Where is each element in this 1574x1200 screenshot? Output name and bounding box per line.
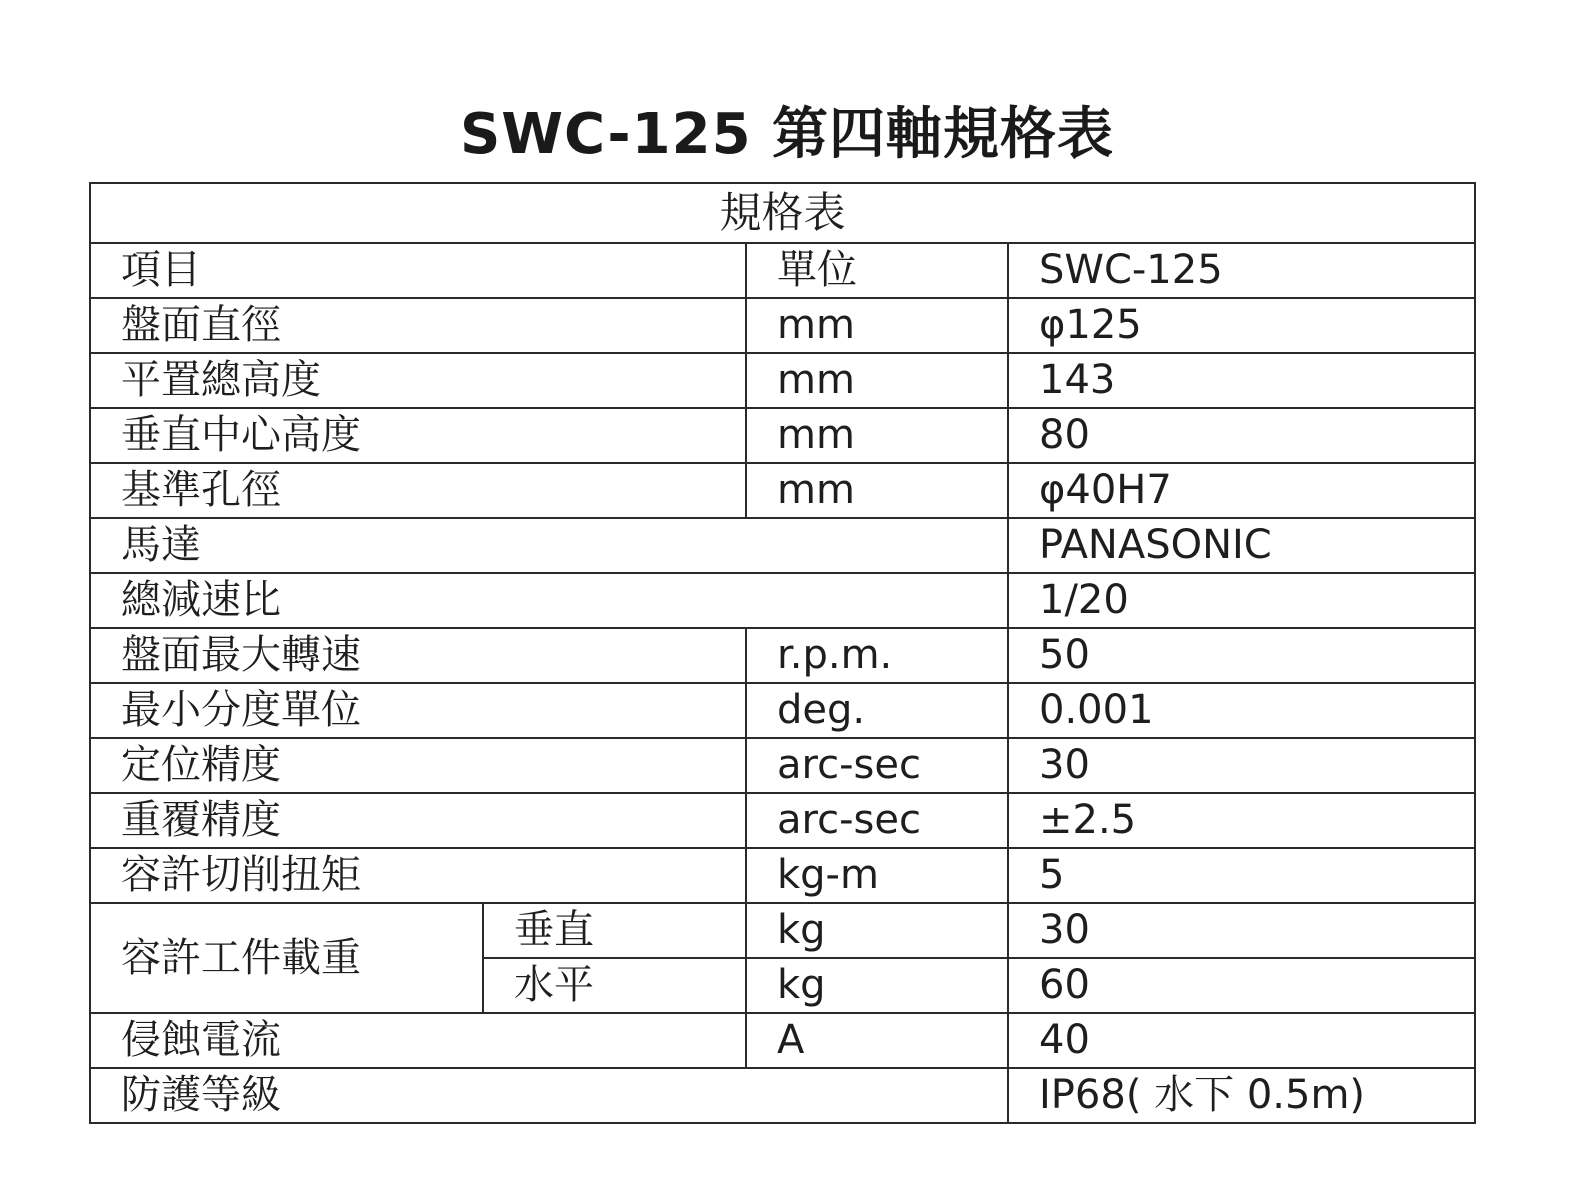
row-value: ±2.5 bbox=[1008, 793, 1475, 848]
table-row bbox=[90, 573, 1475, 628]
table-row bbox=[90, 628, 1475, 683]
row-item: 定位精度 bbox=[90, 738, 746, 793]
row-unit: mm bbox=[746, 408, 1008, 463]
row-unit: arc-sec bbox=[746, 738, 1008, 793]
spec-table bbox=[89, 182, 1476, 1124]
row-sub-vertical: 垂直 bbox=[483, 903, 746, 958]
row-unit: A bbox=[746, 1013, 1008, 1068]
table-row-load-vertical bbox=[90, 903, 1475, 958]
table-row bbox=[90, 1068, 1475, 1123]
row-unit: kg-m bbox=[746, 848, 1008, 903]
row-value: 40 bbox=[1008, 1013, 1475, 1068]
table-row bbox=[90, 518, 1475, 573]
table-row bbox=[90, 1013, 1475, 1068]
row-value: 30 bbox=[1008, 738, 1475, 793]
row-value: 5 bbox=[1008, 848, 1475, 903]
row-item: 垂直中心高度 bbox=[90, 408, 746, 463]
row-item-load: 容許工件載重 bbox=[90, 903, 483, 1013]
table-row bbox=[90, 683, 1475, 738]
row-unit: mm bbox=[746, 463, 1008, 518]
table-row bbox=[90, 793, 1475, 848]
row-item: 平置總高度 bbox=[90, 353, 746, 408]
row-value: 60 bbox=[1008, 958, 1475, 1013]
row-item: 盤面直徑 bbox=[90, 298, 746, 353]
row-item: 馬達 bbox=[90, 518, 1008, 573]
table-row bbox=[90, 408, 1475, 463]
row-item: 容許切削扭矩 bbox=[90, 848, 746, 903]
row-item: 基準孔徑 bbox=[90, 463, 746, 518]
row-value: 30 bbox=[1008, 903, 1475, 958]
table-row bbox=[90, 463, 1475, 518]
row-item: 盤面最大轉速 bbox=[90, 628, 746, 683]
header-unit: 單位 bbox=[746, 243, 1008, 298]
table-header-row bbox=[90, 243, 1475, 298]
row-item: 防護等級 bbox=[90, 1068, 1008, 1123]
row-unit: r.p.m. bbox=[746, 628, 1008, 683]
row-sub-horizontal: 水平 bbox=[483, 958, 746, 1013]
row-value: φ125 bbox=[1008, 298, 1475, 353]
row-value: 1/20 bbox=[1008, 573, 1475, 628]
table-row bbox=[90, 738, 1475, 793]
row-value: 80 bbox=[1008, 408, 1475, 463]
row-value: 143 bbox=[1008, 353, 1475, 408]
row-value: φ40H7 bbox=[1008, 463, 1475, 518]
table-row bbox=[90, 848, 1475, 903]
row-item: 侵蝕電流 bbox=[90, 1013, 746, 1068]
row-item: 重覆精度 bbox=[90, 793, 746, 848]
page-title: SWC-125 第四軸規格表 bbox=[459, 102, 1115, 167]
row-unit: kg bbox=[746, 903, 1008, 958]
header-item: 項目 bbox=[90, 243, 746, 298]
row-value: 0.001 bbox=[1008, 683, 1475, 738]
row-value: IP68( 水下 0.5m) bbox=[1008, 1068, 1475, 1123]
row-unit: arc-sec bbox=[746, 793, 1008, 848]
row-item: 最小分度單位 bbox=[90, 683, 746, 738]
row-value: PANASONIC bbox=[1008, 518, 1475, 573]
table-row bbox=[90, 353, 1475, 408]
header-model: SWC-125 bbox=[1008, 243, 1475, 298]
row-unit: kg bbox=[746, 958, 1008, 1013]
row-unit: mm bbox=[746, 298, 1008, 353]
row-item: 總減速比 bbox=[90, 573, 1008, 628]
table-caption: 規格表 bbox=[90, 183, 1475, 243]
table-row bbox=[90, 298, 1475, 353]
row-unit: deg. bbox=[746, 683, 1008, 738]
table-caption-row bbox=[90, 183, 1475, 243]
row-unit: mm bbox=[746, 353, 1008, 408]
row-value: 50 bbox=[1008, 628, 1475, 683]
